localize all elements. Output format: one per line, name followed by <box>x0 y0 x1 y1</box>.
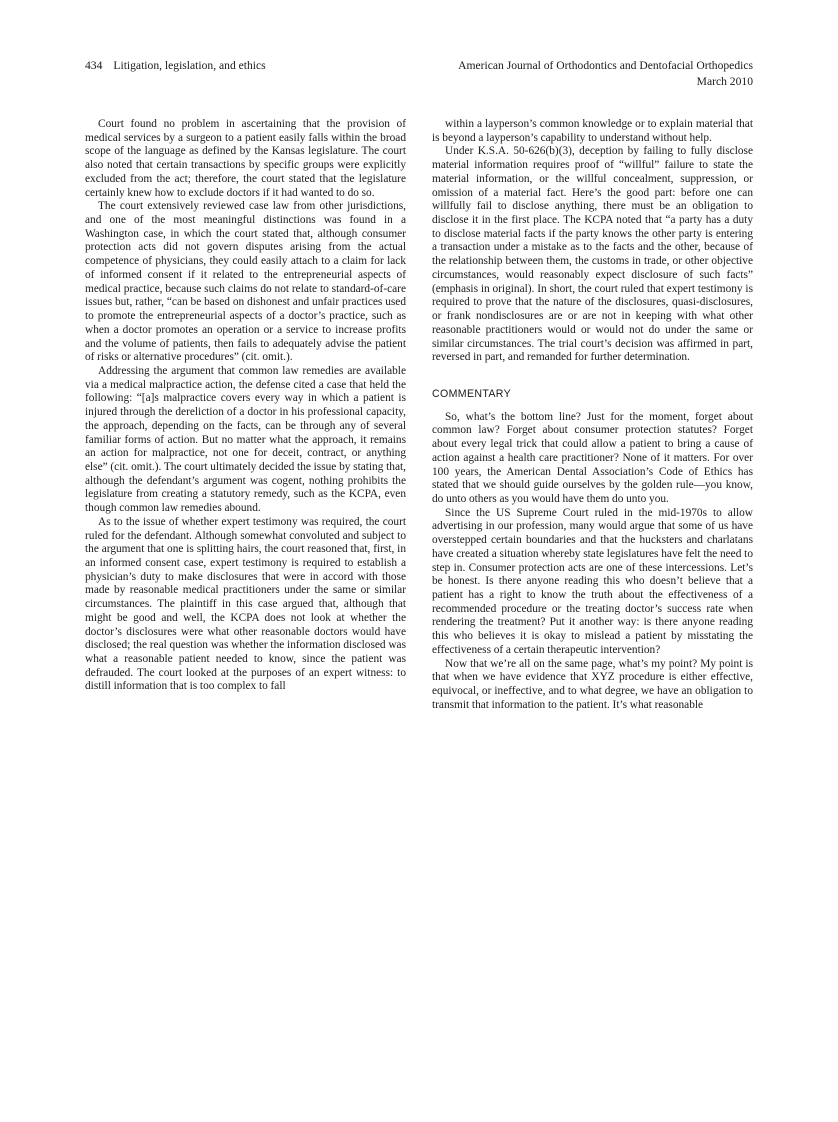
paragraph: within a layperson’s common knowledge or to explain material that is beyond a layperson’s capability to understand without help. <box>432 118 753 144</box>
paragraph: So, what’s the bottom line? Just for the moment, forget about common law? Forget about consumer protection statutes? Forget about every legal trick that could allow a patient to bring a cause of action against a health care practitioner? None of it matters. For over 100 years, the American Dental Association’s Code of Ethics has stated that we should guide ourselves by the golden rule—you know, do unto others as you would have them do unto you. <box>432 410 753 505</box>
column-left <box>85 118 406 694</box>
paragraph: Addressing the argument that common law remedies are available via a medical malpractice action, the defense cited a case that held the following: “[a]s malpractice covers every way in which a patient is injured through the dereliction of a doctor in his professional capacity, the approach, depending on the facts, can be through any of several familiar forms of action. But no matter what the approach, it remains an action for malpractice, not one for deceit, contract, or anything else” (cit. omit.). The court ultimately decided the issue by stating that, although the defendant’s argument was cogent, nothing prohibits the legislature from creating a statutory remedy, such as the KCPA, even though common law remedies abound. <box>85 364 406 515</box>
spacer <box>432 365 753 388</box>
running-head-left <box>85 58 266 73</box>
spacer <box>432 402 753 411</box>
paragraph: The court extensively reviewed case law from other jurisdictions, and one of the most meaningful distinctions was found in a Washington case, in which the court stated that, although consumer protection acts did not govern disputes arising from the actual competence of physicians, they could easily attach to a claim for lack of informed consent if it related to the entrepreneurial aspects of medical practice, because such claims do not relate to standard-of-care issues but, rather, “can be based on dishonest and unfair practices used to promote the entrepreneurial aspects of a doctor’s practice, such as when a doctor promotes an operation or a service to increase profits and the volume of patients, then fails to adequately advise the patient of risks or alternative procedures” (cit. omit.). <box>85 200 406 364</box>
running-head-right <box>458 58 753 89</box>
journal-title: American Journal of Orthodontics and Dentofacial Orthopedics <box>458 59 753 72</box>
running-head <box>85 58 753 98</box>
page-number: 434 <box>85 59 103 72</box>
section-title: Litigation, legislation, and ethics <box>113 59 266 72</box>
paragraph: Now that we’re all on the same page, what’s my point? My point is that when we have evidence that XYZ procedure is either effective, equivocal, or ineffective, and to what degree, we have an obligation to transmit that information to the patient. It’s what reasonable <box>432 657 753 711</box>
paragraph: As to the issue of whether expert testimony was required, the court ruled for the defendant. Although somewhat convoluted and subject to the argument that one is splitting hairs, the court reasoned that, first, in an informed consent case, expert testimony is required to establish a physician’s duty to make disclosures that were in accord with those made by reasonable medical practitioners under the same or similar circumstances. The plaintiff in this case argued that, although that might be good and well, the KCPA does not look at whether the doctor’s disclosures were what other reasonable doctors would have disclosed; the real question was whether the information disclosed was what a reasonable patient needed to know, since the patient was defrauded. The court looked at the purposes of an expert witness: to distill information that is too complex to fall <box>85 515 406 693</box>
paragraph: Since the US Supreme Court ruled in the mid-1970s to allow advertising in our profession, many would argue that some of us have overstepped certain boundaries and that the hucksters and charlatans have created a situation whereby state legislatures have felt the need to step in. Consumer protection acts are one of these intercessions. Let’s be honest. Is there anyone reading this who doesn’t believe that a patient has a right to know the truth about the effectiveness of a recommended procedure or the treating doctor’s success rate when rendering the treatment? Put it another way: is there anyone reading this who believes it is okay to mislead a patient by misstating the effectiveness of a certain therapeutic intervention? <box>432 506 753 656</box>
column-right <box>432 118 753 712</box>
paragraph: Under K.S.A. 50-626(b)(3), deception by failing to fully disclose material information requires proof of “willful” failure to state the material information, or the willful concealment, suppression, or omission of a material fact. Here’s the good part: before one can willfully fail to disclose anything, there must be an obligation to disclose it in the first place. The KCPA noted that “a party has a duty to disclose material facts if the party knows the other party is entering a transaction under a mistake as to the facts and the other, because of the relationship between them, the customs in trade, or other objective circumstances, would reasonably expect disclosure of such facts” (emphasis in original). In short, the court ruled that expert testimony is required to prove that the nature of the disclosures, quasi-disclosures, or frank nondisclosures are or are not in keeping with what other reasonable practitioners would or would not do under the same or similar circumstances. The trial court’s decision was affirmed in part, reversed in part, and remanded for further determination. <box>432 145 753 364</box>
paragraph: Court found no problem in ascertaining that the provision of medical services by a surgeon to a patient easily falls within the broad scope of the language as defined by the Kansas legislature. The court also noted that certain transactions by specific groups were explicitly excluded from the act; therefore, the court stated that the legislature certainly knew how to exclude doctors if it had wanted to do so. <box>85 118 406 199</box>
issue-date: March 2010 <box>696 74 753 88</box>
commentary-heading: COMMENTARY <box>432 387 512 400</box>
